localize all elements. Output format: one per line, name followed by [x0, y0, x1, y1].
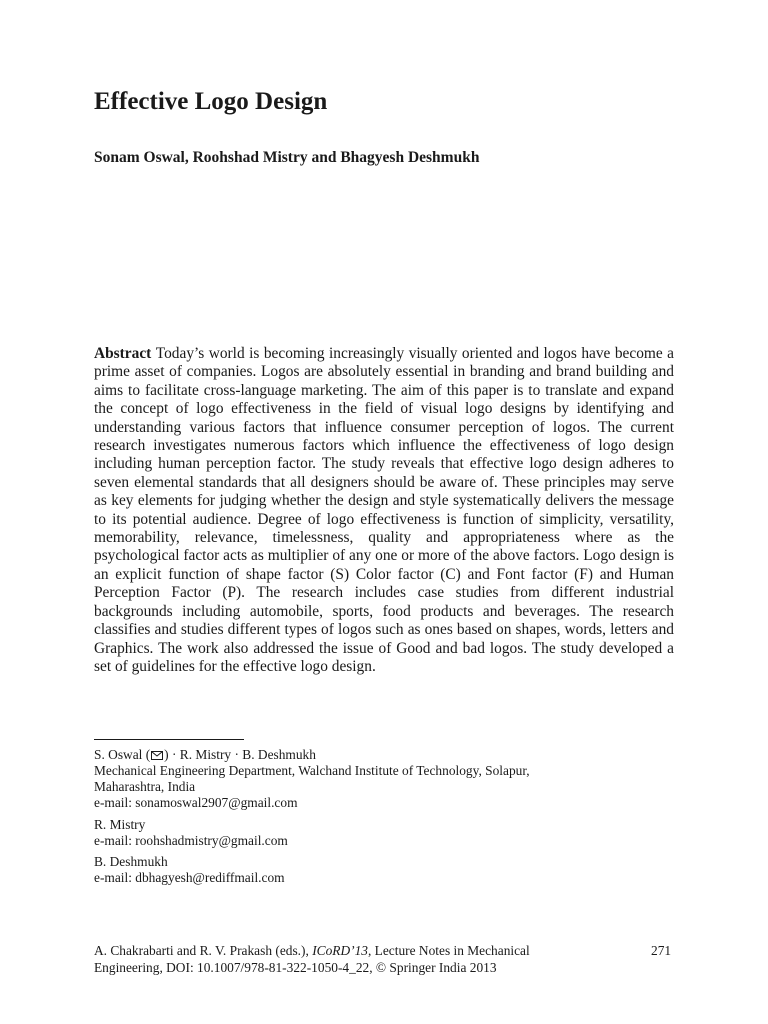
author-name-mistry: R. Mistry [94, 817, 146, 832]
citation-proceedings: ICoRD’13 [312, 943, 368, 958]
department-line-1: Mechanical Engineering Department, Walchand Institute of Technology, Solapur, [94, 763, 530, 778]
paper-title: Effective Logo Design [94, 88, 328, 115]
footnote-divider [94, 739, 244, 740]
citation-editors: A. Chakrabarti and R. V. Prakash (eds.), [94, 943, 313, 958]
citation-line-1 [94, 943, 674, 960]
page-number: 271 [651, 943, 672, 958]
email-deshmukh: e-mail: dbhagyesh@rediffmail.com [94, 870, 285, 885]
author-names-line [94, 747, 530, 763]
email-mistry: e-mail: roohshadmistry@gmail.com [94, 833, 288, 848]
affiliation-block-mistry [94, 817, 288, 849]
envelope-icon [151, 751, 163, 760]
author-names-prefix: S. Oswal ( [94, 747, 151, 762]
abstract-label: Abstract [94, 345, 152, 362]
abstract [94, 345, 674, 676]
department-line-2: Maharashtra, India [94, 779, 196, 794]
email-oswal: e-mail: sonamoswal2907@gmail.com [94, 795, 298, 810]
abstract-text: Today’s world is becoming increasingly visually oriented and logos have become a prime asset of companies. Logos are absolutely essential in branding and brand building and aims to facilitate cross-language marketing. The aim of this paper is to translate and expand the concept of logo effectiveness in the field of visual logo designs by identifying and understanding various factors that influence consumer perception of logos. The current research investigates numerous factors which influence the effectiveness of logo design including human perception factor. The study reveals that effective logo design adheres to seven elemental standards that all designers should be aware of. These principles may serve as key elements for judging whether the design and style systematically delivers the message to its potential audience. Degree of logo effectiveness is function of simplicity, versatility, memorability, relevance, timelessness, quality and appropriateness where as the psychological factor acts as multiplier of any one or more of the above factors. Logo design is an explicit function of shape factor (S) Color factor (C) and Font factor (F) and Human Perception Factor (P). The research includes case studies from different industrial backgrounds including automobile, sports, food products and beverages. The research classifies and studies different types of logos such as ones based on shapes, words, letters and Graphics. The work also addressed the issue of Good and bad logos. The study developed a set of guidelines for the effective logo design. [94, 345, 674, 675]
citation-line-2: Engineering, DOI: 10.1007/978-81-322-1050-4_22, © Springer India 2013 [94, 959, 497, 975]
citation-series: , Lecture Notes in Mechanical [367, 943, 530, 958]
citation-footer [94, 943, 674, 976]
author-names-suffix: ) · R. Mistry · B. Deshmukh [164, 747, 316, 762]
author-list: Sonam Oswal, Roohshad Mistry and Bhagyesh Deshmukh [94, 149, 480, 166]
affiliation-block-oswal [94, 747, 530, 811]
author-name-deshmukh: B. Deshmukh [94, 854, 168, 869]
affiliation-block-deshmukh [94, 854, 285, 886]
